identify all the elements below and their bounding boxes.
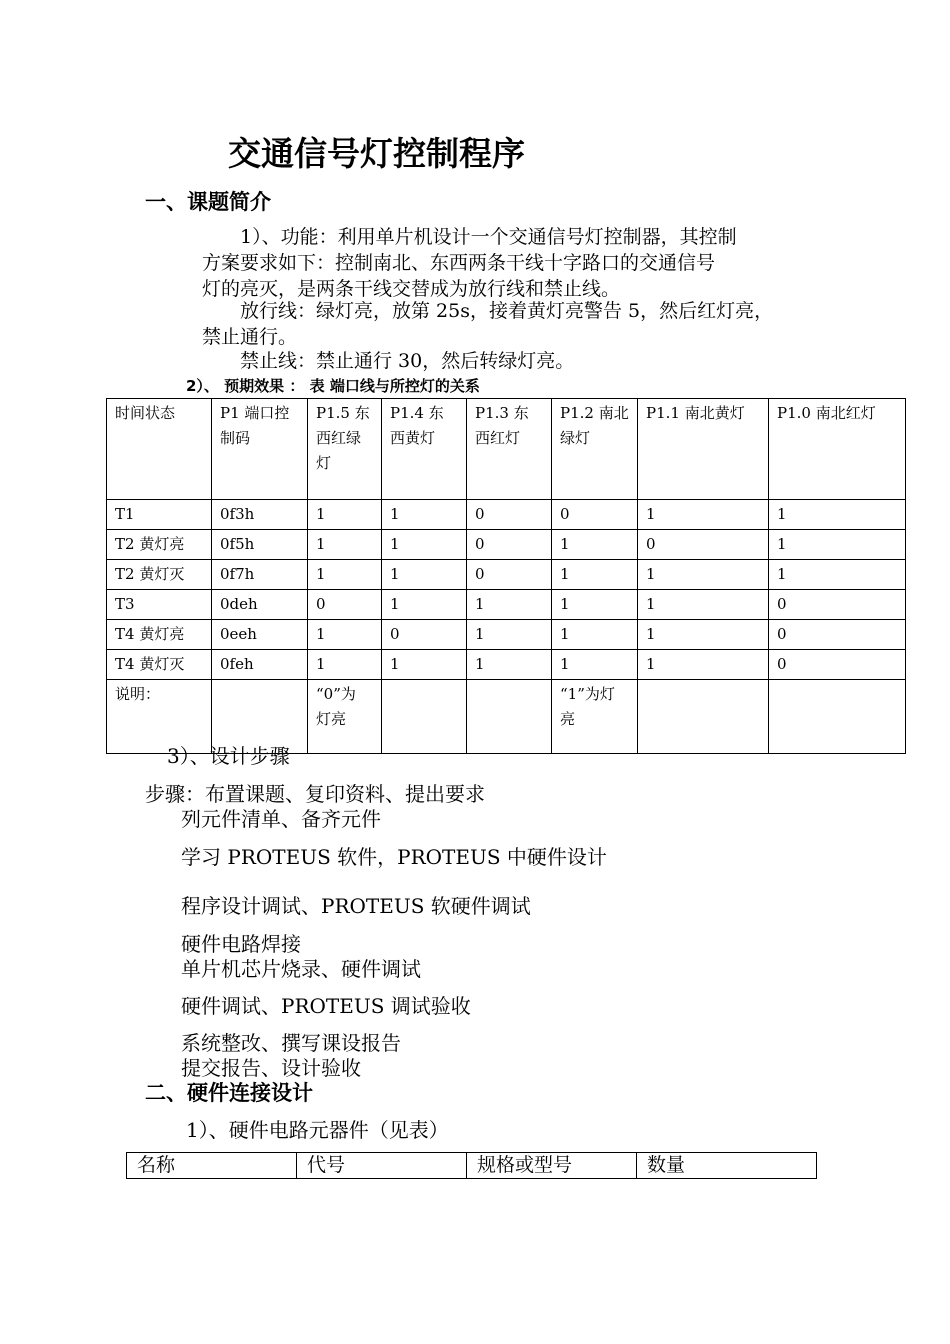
table-row: [107, 500, 906, 530]
intro-paragraph-line: 灯的亮灭，是两条干线交替成为放行线和禁止线。: [202, 278, 621, 300]
table-header-row: [107, 399, 906, 500]
table-cell: 1: [382, 650, 467, 680]
header-cell: P1.1 南北黄灯: [638, 399, 769, 500]
table-row: [107, 650, 906, 680]
table-cell: 1: [552, 650, 638, 680]
table-row: [107, 560, 906, 590]
table-cell: 1: [467, 590, 552, 620]
table-row: [107, 530, 906, 560]
step-item: 硬件调试、PROTEUS 调试验收: [181, 994, 471, 1018]
note-label: 说明：: [107, 680, 212, 754]
step-item: 列元件清单、备齐元件: [181, 807, 381, 831]
step-item: 系统整改、撰写课设报告: [181, 1031, 401, 1055]
stop-line-text: 禁止线：禁止通行 30，然后转绿灯亮。: [240, 350, 575, 372]
table-cell: 1: [467, 620, 552, 650]
table-cell: 0f3h: [212, 500, 308, 530]
table-cell: 0deh: [212, 590, 308, 620]
table-cell: 1: [638, 590, 769, 620]
port-lamp-table: [106, 398, 906, 754]
table-cell: 1: [552, 530, 638, 560]
step-item: 单片机芯片烧录、硬件调试: [181, 957, 421, 981]
table-cell: 1: [769, 500, 906, 530]
header-cell: 规格或型号: [467, 1153, 637, 1179]
table-cell: 1: [308, 560, 382, 590]
table-cell: 1: [308, 500, 382, 530]
table-cell: 0: [308, 590, 382, 620]
table-cell: 0: [769, 620, 906, 650]
subheading-components: 1）、硬件电路元器件（见表）: [186, 1118, 449, 1142]
table-cell: 1: [638, 620, 769, 650]
table-cell: 0: [382, 620, 467, 650]
table-cell: 0: [769, 650, 906, 680]
table-cell: 1: [769, 530, 906, 560]
table-row: [107, 620, 906, 650]
header-cell: 代号: [297, 1153, 467, 1179]
intro-paragraph-line: 方案要求如下：控制南北、东西两条干线十字路口的交通信号: [202, 252, 716, 274]
step-item: 学习 PROTEUS 软件，PROTEUS 中硬件设计: [181, 845, 607, 869]
table-cell: 0: [467, 500, 552, 530]
header-cell: P1.3 东西红灯: [467, 399, 552, 500]
table-cell: 0f7h: [212, 560, 308, 590]
step-item: 硬件电路焊接: [181, 932, 301, 956]
table-cell: T1: [107, 500, 212, 530]
table-caption: 2）、 预期效果 ： 表 端口线与所控灯的关系: [186, 377, 480, 395]
step-item: 步骤：布置课题、复印资料、提出要求: [145, 782, 485, 806]
release-line-text: 放行线：绿灯亮，放第 25s，接着黄灯亮警告 5，然后红灯亮，: [240, 300, 774, 322]
table-cell: 0feh: [212, 650, 308, 680]
table-cell: T4 黄灯灭: [107, 650, 212, 680]
table-cell: [467, 680, 552, 754]
header-cell: P1.5 东西红绿灯: [308, 399, 382, 500]
table-cell: T2 黄灯灭: [107, 560, 212, 590]
table-cell: 0eeh: [212, 620, 308, 650]
table-cell: 0: [769, 590, 906, 620]
table-cell: 1: [308, 530, 382, 560]
header-cell: 数量: [637, 1153, 817, 1179]
table-row: [107, 590, 906, 620]
table-cell: 1: [638, 560, 769, 590]
table-cell: [769, 680, 906, 754]
table-cell: 1: [382, 590, 467, 620]
table-cell: [382, 680, 467, 754]
note-zero-meaning: “0”为 灯亮: [308, 680, 382, 754]
section-heading-hardware: 二、硬件连接设计: [145, 1081, 313, 1105]
note-one-meaning: “1”为灯亮: [552, 680, 638, 754]
table-cell: 1: [308, 620, 382, 650]
table-cell: [638, 680, 769, 754]
table-cell: 1: [382, 530, 467, 560]
header-cell: P1 端口控制码: [212, 399, 308, 500]
table-cell: 0: [467, 530, 552, 560]
header-cell: 名称: [127, 1153, 297, 1179]
table-cell: 1: [552, 560, 638, 590]
table-cell: 0: [467, 560, 552, 590]
table-cell: T2 黄灯亮: [107, 530, 212, 560]
table-cell: 1: [308, 650, 382, 680]
table-cell: 0: [638, 530, 769, 560]
table-cell: 0: [552, 500, 638, 530]
table-cell: 0f5h: [212, 530, 308, 560]
header-cell: P1.2 南北绿灯: [552, 399, 638, 500]
table-cell: T3: [107, 590, 212, 620]
table-cell: 1: [382, 560, 467, 590]
table-cell: T4 黄灯亮: [107, 620, 212, 650]
header-cell: P1.0 南北红灯: [769, 399, 906, 500]
document-title: 交通信号灯控制程序: [228, 134, 525, 173]
step-item: 提交报告、设计验收: [181, 1056, 361, 1080]
components-table: [126, 1152, 817, 1179]
table-cell: 1: [382, 500, 467, 530]
release-line-text: 禁止通行。: [202, 326, 298, 348]
table-cell: 1: [638, 650, 769, 680]
intro-paragraph-line: 1）、功能：利用单片机设计一个交通信号灯控制器，其控制: [240, 226, 737, 248]
table-cell: 1: [552, 590, 638, 620]
table-cell: 1: [769, 560, 906, 590]
subheading-design-steps: 3）、设计步骤: [167, 744, 290, 768]
step-item: 程序设计调试、PROTEUS 软硬件调试: [181, 894, 531, 918]
table-cell: 1: [638, 500, 769, 530]
header-cell: P1.4 东西黄灯: [382, 399, 467, 500]
table-header-row: [127, 1153, 817, 1179]
table-cell: 1: [552, 620, 638, 650]
section-heading-intro: 一、课题简介: [145, 190, 271, 214]
header-cell: 时间状态: [107, 399, 212, 500]
table-cell: 1: [467, 650, 552, 680]
